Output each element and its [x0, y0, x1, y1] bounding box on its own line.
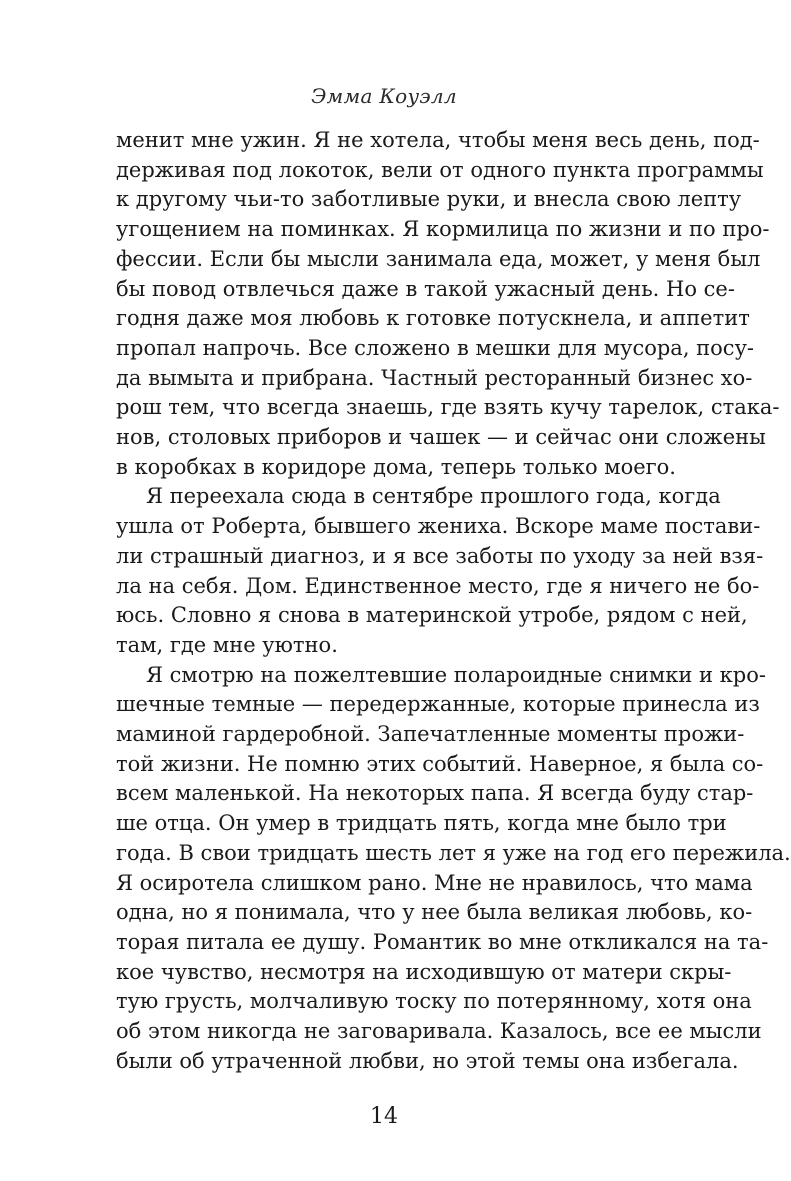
text-line: пропал напрочь. Все сложено в мешки для мусора, посу-: [116, 335, 755, 360]
text-line: годня даже моя любовь к готовке потускнела, и аппетит: [116, 306, 750, 331]
text-line: ла на себя. Дом. Единственное место, где я ничего не бо-: [116, 573, 760, 598]
text-line: той жизни. Не помню этих событий. Наверное, я была со-: [116, 751, 764, 776]
text-line: держивая под локоток, вели от одного пункта программы: [116, 157, 764, 182]
text-line: ушла от Роберта, бывшего жениха. Вскоре маме постави-: [116, 514, 761, 539]
text-line: торая питала ее душу. Романтик во мне откликался на та-: [116, 929, 769, 954]
page-number: 14: [370, 1104, 398, 1130]
text-line: шечные темные — передержанные, которые принесла из: [116, 692, 760, 717]
text-line: к другому чьи-то заботливые руки, и внесла свою лепту: [116, 187, 742, 212]
text-line: менит мне ужин. Я не хотела, чтобы меня весь день, под-: [116, 128, 760, 152]
text-line: одна, но я понимала, что у нее была великая любовь, ко-: [116, 900, 753, 925]
text-line: бы повод отвлечься даже в такой ужасный день. Но се-: [116, 276, 735, 301]
text-line: угощением на поминках. Я кормилица по жизни и по про-: [116, 217, 770, 242]
text-line: были об утраченной любви, но этой темы она избегала.: [116, 1048, 739, 1073]
text-line: да вымыта и прибрана. Частный ресторанный бизнес хо-: [116, 365, 753, 390]
text-line: нов, столовых приборов и чашек — и сейчас они сложены: [116, 425, 766, 449]
text-line: ше отца. Он умер в тридцать пять, когда мне было три: [116, 811, 727, 836]
text-line: кое чувство, несмотря на исходившую от матери скры-: [116, 959, 732, 984]
running-head-author: Эмма Коуэлл: [311, 84, 457, 108]
text-line: года. В свои тридцать шесть лет я уже на год его пережила.: [116, 840, 791, 865]
text-line: ли страшный диагноз, и я все заботы по уходу за ней взя-: [116, 543, 764, 568]
text-line: Я осиротела слишком рано. Мне не нравилось, что мама: [116, 870, 753, 895]
text-line: тую грусть, молчаливую тоску по потерянному, хотя она: [116, 989, 752, 1014]
text-line: об этом никогда не заговаривала. Казалось, все ее мысли: [116, 1019, 762, 1043]
text-line: там, где мне уютно.: [116, 632, 338, 657]
text-line: Я смотрю на пожелтевшие полароидные снимки и кро-: [146, 662, 766, 687]
text-line: юсь. Словно я снова в материнской утробе, рядом с ней,: [116, 603, 748, 628]
text-line: Я переехала сюда в сентябре прошлого года, когда: [146, 484, 721, 509]
text-line: маминой гардеробной. Запечатленные моменты прожи-: [116, 722, 745, 746]
text-line: рош тем, что всегда знаешь, где взять кучу тарелок, стака-: [116, 395, 780, 420]
text-line: фессии. Если бы мысли занимала еда, может, у меня был: [116, 246, 761, 271]
text-line: в коробках в коридоре дома, теперь только моего.: [116, 454, 676, 479]
text-line: всем маленькой. На некоторых папа. Я всегда буду стар-: [116, 781, 754, 806]
